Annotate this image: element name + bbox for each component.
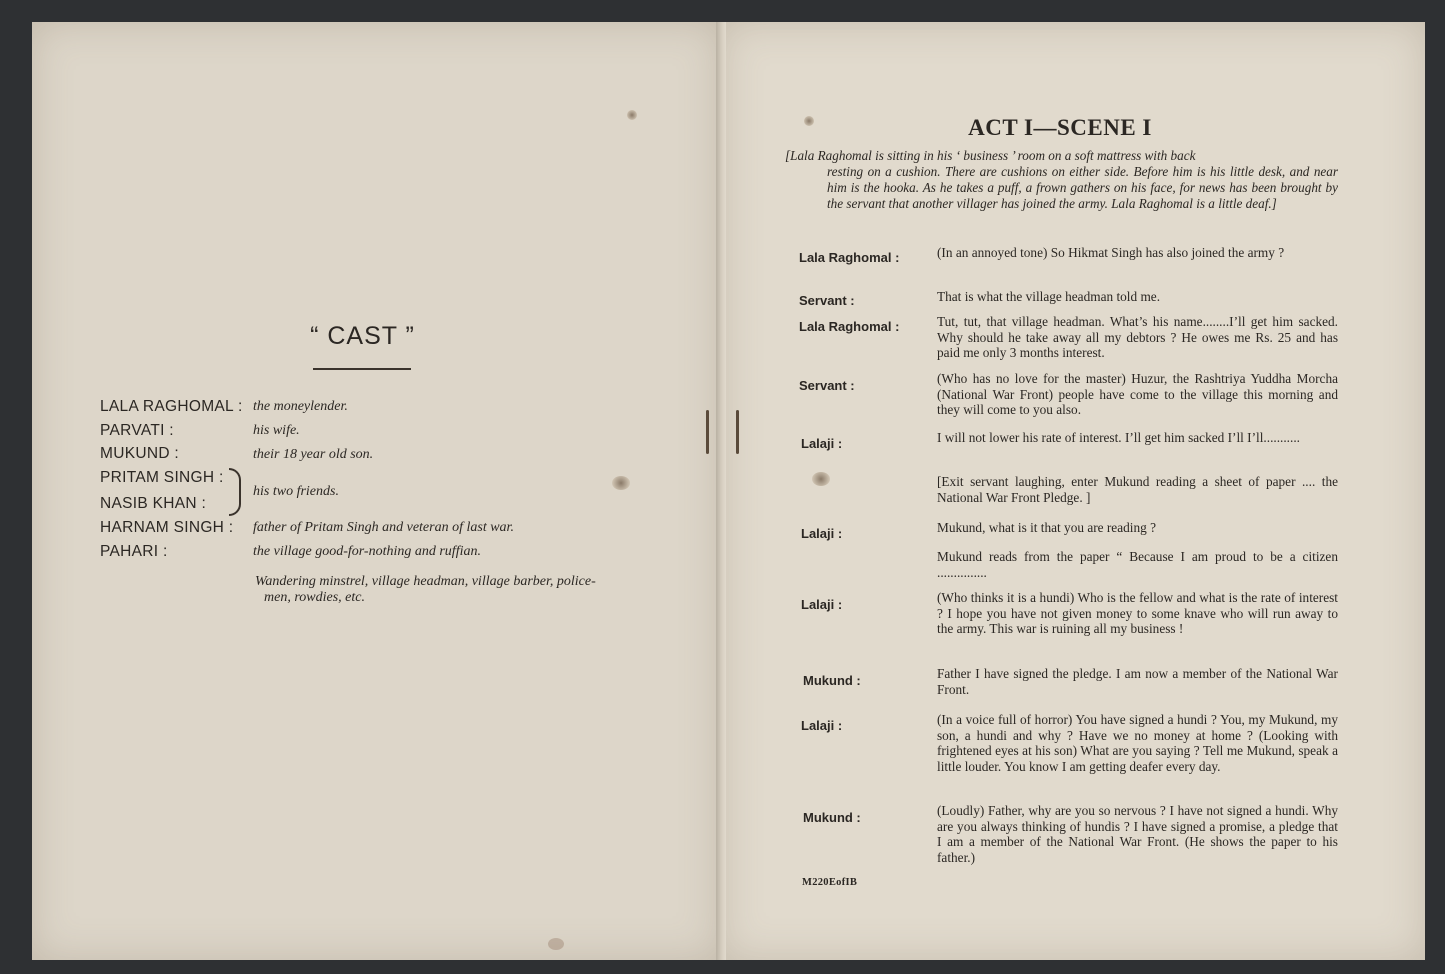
dialogue-line: Mukund, what is it that you are reading ?: [937, 520, 1156, 535]
dialogue-line: Father I have signed the pledge. I am now a member of the National War Front.: [937, 666, 1338, 697]
speaker-name: Lala Raghomal :: [799, 319, 900, 334]
paper-stain: [548, 938, 564, 950]
speaker-name: Lalaji :: [801, 597, 843, 612]
cast-role: his wife.: [253, 423, 300, 438]
dialogue-line: (Loudly) Father, why are you so nervous ? I have not signed a hundi. Why are you always thinking of hundis ? I have signed a promise, a pledge that I am a member of the National War Front. (He shows the paper to his father.): [937, 803, 1338, 866]
binding-staple-right: [736, 410, 739, 454]
cast-name: HARNAM SINGH :: [100, 519, 234, 536]
stage-direction: resting on a cushion. There are cushions on either side. Before him is his little desk, and near him is the hooka. As he takes a puff, a frown gathers on his face, for news has been brought by the servant that another villager has joined the army. Lala Raghomal is a little deaf.]: [827, 164, 1338, 211]
cast-role: their 18 year old son.: [253, 447, 374, 462]
cast-name: NASIB KHAN :: [100, 495, 207, 512]
cast-role: the moneylender.: [253, 399, 348, 414]
cast-name: PARVATI :: [100, 422, 174, 439]
speaker-name: Lalaji :: [801, 526, 843, 541]
cast-role: father of Pritam Singh and veteran of last war.: [253, 520, 514, 535]
paper-hole: [612, 476, 630, 490]
book-spine: [716, 22, 726, 960]
print-code: M220EofIB: [802, 877, 858, 888]
speaker-name: Servant :: [799, 378, 855, 393]
dialogue-line: (In an annoyed tone) So Hikmat Singh has also joined the army ?: [937, 245, 1285, 260]
extras-line: men, rowdies, etc.: [264, 590, 365, 605]
paper-hole: [804, 116, 814, 126]
speaker-name: Lalaji :: [801, 436, 843, 451]
heading-rule: [313, 368, 411, 370]
dialogue-line: Mukund reads from the paper “ Because I am proud to be a citizen ...............: [937, 549, 1338, 580]
cast-name: MUKUND :: [100, 445, 180, 462]
paper-hole: [627, 110, 637, 120]
extras-line: Wandering minstrel, village headman, village barber, police-: [255, 574, 596, 589]
dialogue-line: Tut, tut, that village headman. What’s his name........I’ll get him sacked. Why should he take away all my debtors ? He owes me Rs. 25 and has paid me only 3 months interest.: [937, 314, 1338, 361]
speaker-name: Mukund :: [803, 810, 861, 825]
binding-staple-left: [706, 410, 709, 454]
speaker-name: Lala Raghomal :: [799, 250, 900, 265]
speaker-name: Servant :: [799, 293, 855, 308]
stage-direction: [Lala Raghomal is sitting in his ‘ business ’ room on a soft mattress with back: [785, 148, 1196, 163]
cast-role: the village good-for-nothing and ruffian.: [253, 544, 481, 559]
dialogue-line: I will not lower his rate of interest. I’ll get him sacked I’ll I’ll...........: [937, 430, 1300, 445]
dialogue-line: (Who thinks it is a hundi) Who is the fellow and what is the rate of interest ? I hope you have not given money to some knave who will run away to the army. This war is ruining all my business !: [937, 590, 1338, 637]
brace: [229, 468, 241, 516]
stage-direction: [Exit servant laughing, enter Mukund reading a sheet of paper .... the National War Front Pledge. ]: [937, 474, 1338, 505]
cast-role: his two friends.: [253, 484, 339, 499]
cast-heading: “ CAST ”: [310, 322, 415, 350]
dialogue-line: (Who has no love for the master) Huzur, the Rashtriya Yuddha Morcha (National War Front) people have come to the village this morning and they will come to you also.: [937, 371, 1338, 418]
dialogue-line: That is what the village headman told me.: [937, 289, 1161, 304]
cast-name: PRITAM SINGH :: [100, 469, 224, 486]
speaker-name: Lalaji :: [801, 718, 843, 733]
left-page: [32, 22, 720, 960]
cast-name: PAHARI :: [100, 543, 168, 560]
dialogue-line: (In a voice full of horror) You have signed a hundi ? You, my Mukund, my son, a hundi and why ? Have we no money at home ? (Looking with frightened eyes at his son) What are you saying ? Tell me Mukund, speak a little louder. You know I am getting deafer every day.: [937, 712, 1338, 775]
speaker-name: Mukund :: [803, 673, 861, 688]
paper-hole: [812, 472, 830, 486]
cast-name: LALA RAGHOMAL :: [100, 398, 243, 415]
act-title: ACT I—SCENE I: [968, 115, 1152, 140]
